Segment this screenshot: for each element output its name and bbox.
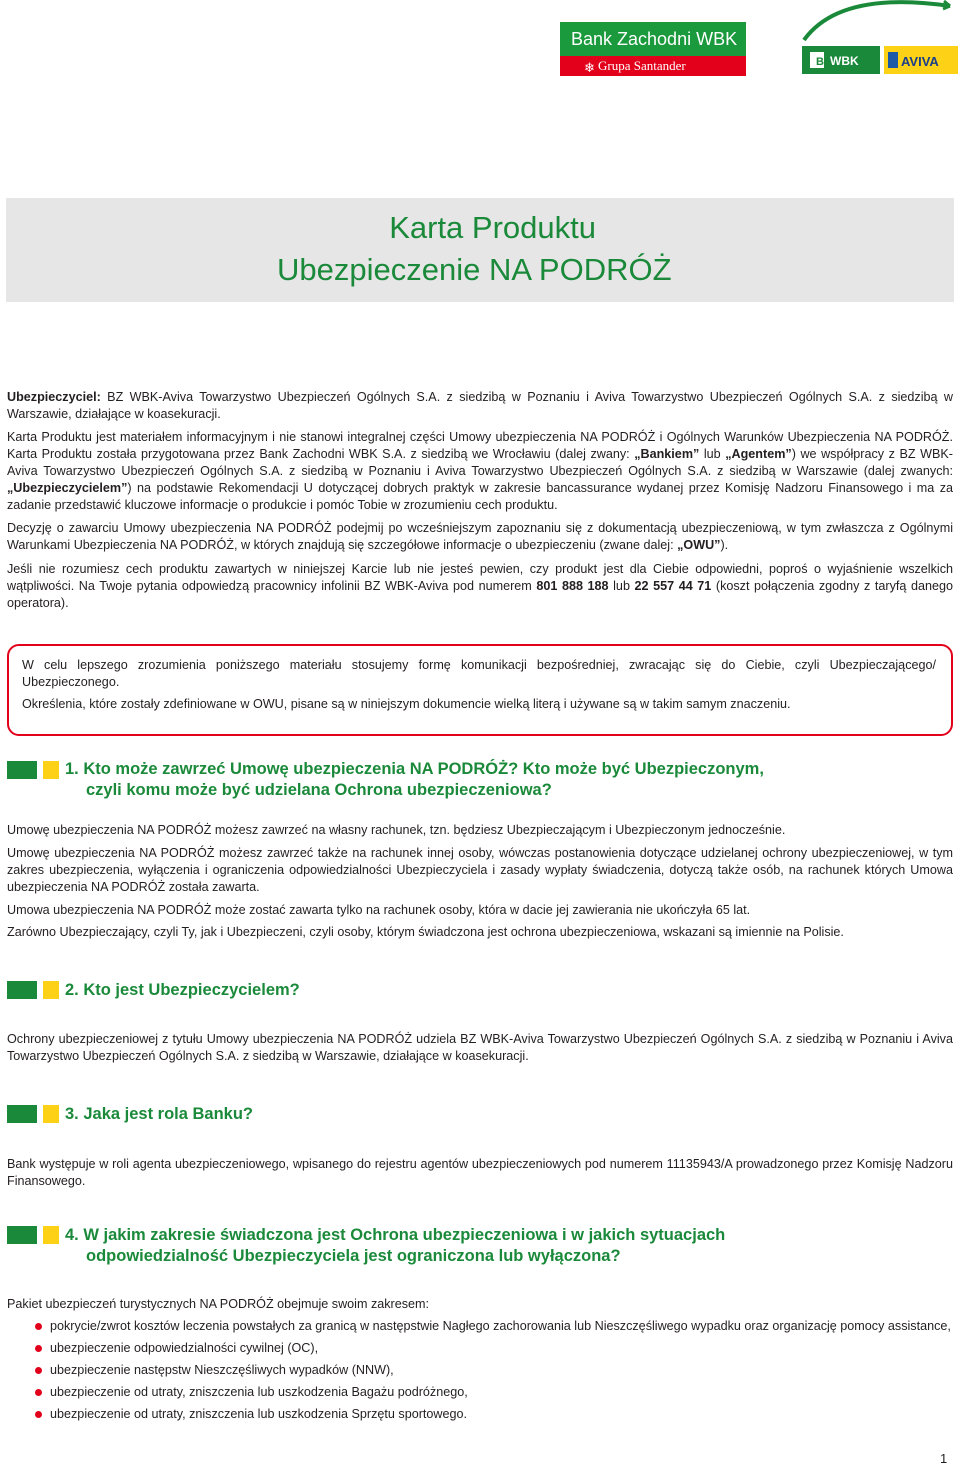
helpline-paragraph: Jeśli nie rozumiesz cech produktu zawartych w niniejszej Karcie lub nie jesteś pewien, czy produkt jest dla Ciebie odpowiedni, poproś o wyjaśnienie wszelkich wątpliwości. Na Twoje pytania odpowiedzą pracownicy infolinii BZ WBK-Aviva pod numerem 801 888 188 lub 22 557 44 71 (koszt połączenia zgodny z taryfą danego operatora).	[7, 562, 953, 610]
product-card-paragraph: Karta Produktu jest materiałem informacyjnym i nie stanowi integralnej części Umowy ubezpieczenia NA PODRÓŻ i Ogólnych Warunków Ubezpieczenia NA PODRÓŻ. Karta Produktu została przygotowana przez Bank Zachodni WBK S.A. z siedzibą we Wrocławiu (dalej zwany: „Bankiem” lub „Agentem”) we współpracy z BZ WBK-Aviva Towarzystwo Ubezpieczeń Ogólnych S.A. z siedzibą w Poznaniu i Aviva Towarzystwo Ubezpieczeń Ogólnych S.A. z siedzibą w Warszawie (dalej zwanych: „Ubezpieczycielem”) na podstawie Rekomendacji U dotyczącej dobrych praktyk w zakresie bancassurance wydanej przez Komisję Nadzoru Finansowego i ma za zadanie przedstawić kluczowe informacje o produkcie i pomóc Tobie w zrozumieniu cech produktu.	[7, 430, 953, 512]
section-1-marker-icon	[7, 761, 61, 779]
section-4-paragraph: Pakiet ubezpieczeń turystycznych NA PODRÓŻ obejmuje swoim zakresem:	[7, 1297, 430, 1311]
bzwbk-logo	[560, 22, 746, 76]
section-1-paragraph: Zarówno Ubezpieczający, czyli Ty, jak i Ubezpieczeni, czyli osoby, którym świadczona jest ochrona ubezpieczeniowa, wskazani są imiennie na Polisie.	[7, 925, 844, 939]
notice-line-1: W celu lepszego zrozumienia poniższego materiału stosujemy formę komunikacji bezpośredniej, zwracając się do Ciebie, czyli Ubezpieczającego/ Ubezpieczonego.	[22, 658, 936, 689]
bullet-icon	[35, 1411, 42, 1418]
section-1-paragraph: Umowa ubezpieczenia NA PODRÓŻ może zostać zawarta tylko na rachunek osoby, która w dacie jej zawierania nie ukończyła 65 lat.	[7, 903, 751, 917]
section-3-marker-icon	[7, 1105, 61, 1123]
list-item: pokrycie/zwrot kosztów leczenia powstałych za granicą w następstwie Nagłego zachorowania lub Nieszczęśliwego wypadku oraz organizację pomocy assistance,	[7, 1318, 953, 1335]
section-3-paragraph: Bank występuje w roli agenta ubezpieczeniowego, wpisanego do rejestru agentów ubezpieczeniowych pod numerem 11135943/A prowadzonego przez Komisję Nadzoru Finansowego.	[7, 1157, 953, 1188]
section-2-title: 2. Kto jest Ubezpieczycielem?	[65, 981, 300, 999]
page-number: 1	[940, 1451, 948, 1466]
section-4-title: 4. W jakim zakresie świadczona jest Ochrona ubezpieczeniowa i w jakich sytuacjach odpowiedzialność Ubezpieczyciela jest ograniczona lub wyłączona?	[65, 1226, 726, 1265]
page-subtitle: Ubezpieczenie NA PODRÓŻ	[277, 252, 672, 287]
list-item: ubezpieczenie następstw Nieszczęśliwych wypadków (NNW),	[7, 1362, 953, 1379]
svg-text:B: B	[816, 56, 824, 68]
santander-flame-icon: ❄	[584, 60, 595, 75]
bullet-icon	[35, 1345, 42, 1352]
section-2-paragraph: Ochrony ubezpieczeniowej z tytułu Umowy ubezpieczenia NA PODRÓŻ udziela BZ WBK-Aviva Towarzystwo Ubezpieczeń Ogólnych S.A. z siedzibą w Poznaniu i Aviva Towarzystwo Ubezpieczeń Ogólnych S.A. z siedzibą w Warszawie, działające w koasekuracji.	[7, 1032, 953, 1063]
list-item: ubezpieczenie od utraty, zniszczenia lub uszkodzenia Sprzętu sportowego.	[7, 1406, 953, 1423]
bank-name: Bank Zachodni WBK	[560, 22, 746, 56]
helpline-phone-2: 22 557 44 71	[634, 579, 712, 593]
insurer-label: Ubezpieczyciel:	[7, 390, 101, 404]
decision-paragraph: Decyzję o zawarciu Umowy ubezpieczenia NA PODRÓŻ podejmij po wcześniejszym zapoznaniu się z dokumentacją ubezpieczeniową, w tym zwłaszcza z Ogólnymi Warunkami Ubezpieczenia NA PODRÓŻ, w których znajdują się szczegółowe informacje o ubezpieczeniu (zwane dalej: „OWU”).	[7, 521, 953, 552]
section-1-title: 1. Kto może zawrzeć Umowę ubezpieczenia NA PODRÓŻ? Kto może być Ubezpieczonym, czyli komu może być udzielana Ochrona ubezpieczeniowa?	[65, 760, 764, 799]
insurer-paragraph: Ubezpieczyciel: BZ WBK-Aviva Towarzystwo Ubezpieczeń Ogólnych S.A. z siedzibą w Poznaniu i Aviva Towarzystwo Ubezpieczeń Ogólnych S.A. z siedzibą w Warszawie, działające w koasekuracji.	[7, 390, 953, 421]
section-4-marker-icon	[7, 1226, 61, 1244]
bullet-icon	[35, 1367, 42, 1374]
helpline-phone-1: 801 888 188	[536, 579, 609, 593]
bullet-icon	[35, 1323, 42, 1330]
partner-wbk-label: WBK	[830, 54, 859, 68]
list-item: ubezpieczenie odpowiedzialności cywilnej (OC),	[7, 1340, 953, 1357]
bank-group: Grupa Santander	[598, 58, 686, 73]
section-3-title: 3. Jaka jest rola Banku?	[65, 1105, 254, 1123]
section-2-marker-icon	[7, 981, 61, 999]
coverage-list	[7, 1318, 953, 1428]
section-1-paragraph: Umowę ubezpieczenia NA PODRÓŻ możesz zawrzeć także na rachunek innej osoby, wówczas postanowienia dotyczące udzielanej ochrony ubezpieczeniowej, w tym zakres ubezpieczenia, wyłączenia i ograniczenia odpowiedzialności Ubezpieczyciela i zasady wypłaty świadczenia, dotyczą także osób, na rachunek których Umowa ubezpieczenia NA PODRÓŻ została zawarta.	[7, 846, 953, 894]
notice-line-2: Określenia, które zostały zdefiniowane w OWU, pisane są w niniejszym dokumencie wielką literą i używane są w takim samym znaczeniu.	[22, 697, 791, 711]
partner-aviva-label: AVIVA	[901, 54, 939, 69]
bzwbk-aviva-logo	[800, 0, 960, 82]
section-1-paragraph: Umowę ubezpieczenia NA PODRÓŻ możesz zawrzeć na własny rachunek, tzn. będziesz Ubezpieczającym i Ubezpieczonym jednocześnie.	[7, 823, 786, 837]
list-item: ubezpieczenie od utraty, zniszczenia lub uszkodzenia Bagażu podróżnego,	[7, 1384, 953, 1401]
bullet-icon	[35, 1389, 42, 1396]
page-title: Karta Produktu	[389, 210, 596, 245]
